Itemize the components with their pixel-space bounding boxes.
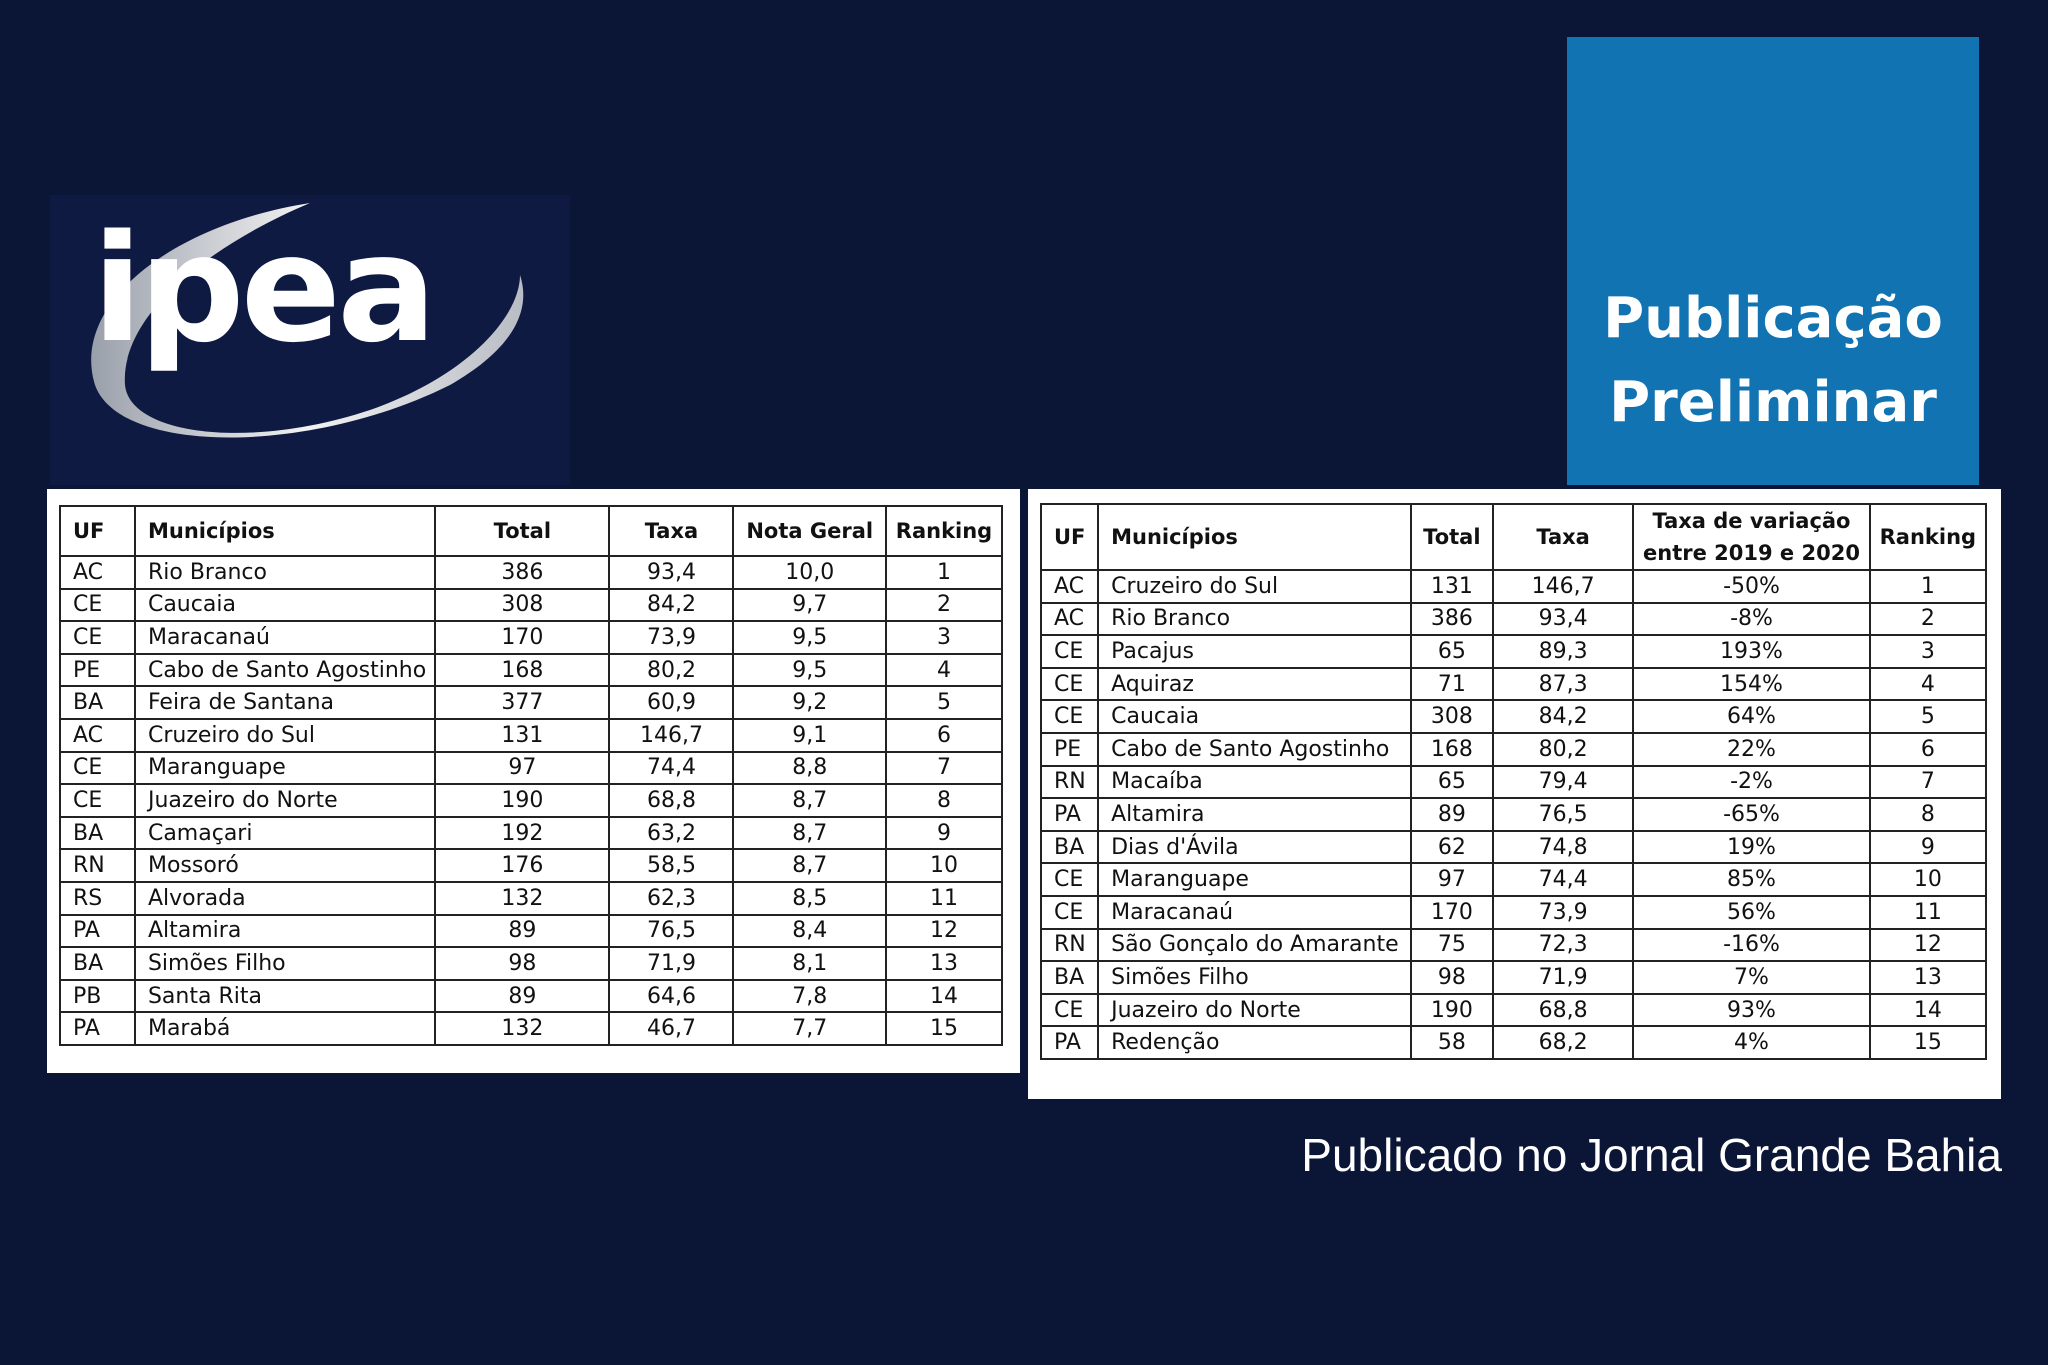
- cell-ranking: 14: [886, 980, 1002, 1013]
- cell-taxa: 84,2: [1493, 700, 1633, 733]
- table-row: [1041, 1026, 1986, 1059]
- cell-value: 193%: [1633, 635, 1870, 668]
- col-header-municipios: Municípios: [1098, 504, 1411, 570]
- cell-taxa: 71,9: [1493, 961, 1633, 994]
- cell-taxa: 74,4: [1493, 863, 1633, 896]
- table-row: [60, 882, 1002, 915]
- cell-taxa: 89,3: [1493, 635, 1633, 668]
- cell-municipio: Camaçari: [135, 817, 435, 850]
- cell-value: -2%: [1633, 766, 1870, 799]
- cell-total: 377: [435, 686, 609, 719]
- cell-taxa: 58,5: [609, 849, 733, 882]
- ranking-table-right: [1040, 503, 1987, 1060]
- cell-total: 131: [1411, 570, 1493, 603]
- cell-municipio: São Gonçalo do Amarante: [1098, 929, 1411, 962]
- cell-municipio: Marabá: [135, 1012, 435, 1045]
- cell-uf: BA: [1041, 961, 1098, 994]
- ranking-table-card-right: [1028, 489, 2001, 1099]
- cell-municipio: Feira de Santana: [135, 686, 435, 719]
- cell-taxa: 79,4: [1493, 766, 1633, 799]
- ipea-logo: [50, 195, 570, 485]
- cell-ranking: 8: [1870, 798, 1986, 831]
- cell-taxa: 93,4: [1493, 603, 1633, 636]
- cell-municipio: Cabo de Santo Agostinho: [1098, 733, 1411, 766]
- cell-total: 168: [435, 654, 609, 687]
- cell-total: 65: [1411, 635, 1493, 668]
- cell-ranking: 7: [886, 752, 1002, 785]
- table-row: [60, 556, 1002, 589]
- cell-municipio: Simões Filho: [1098, 961, 1411, 994]
- cell-value: 64%: [1633, 700, 1870, 733]
- cell-value: 9,7: [733, 589, 886, 622]
- cell-value: 9,5: [733, 621, 886, 654]
- cell-municipio: Santa Rita: [135, 980, 435, 1013]
- cell-total: 97: [1411, 863, 1493, 896]
- cell-total: 98: [435, 947, 609, 980]
- cell-total: 98: [1411, 961, 1493, 994]
- cell-uf: CE: [60, 621, 135, 654]
- cell-taxa: 146,7: [1493, 570, 1633, 603]
- cell-uf: CE: [1041, 896, 1098, 929]
- cell-municipio: Rio Branco: [135, 556, 435, 589]
- cell-municipio: Altamira: [1098, 798, 1411, 831]
- cell-ranking: 5: [1870, 700, 1986, 733]
- cell-uf: CE: [60, 784, 135, 817]
- cell-uf: BA: [60, 686, 135, 719]
- cell-total: 132: [435, 1012, 609, 1045]
- cell-ranking: 13: [1870, 961, 1986, 994]
- cell-total: 168: [1411, 733, 1493, 766]
- table-row: [60, 589, 1002, 622]
- table-row: [60, 817, 1002, 850]
- cell-municipio: Cruzeiro do Sul: [135, 719, 435, 752]
- cell-taxa: 72,3: [1493, 929, 1633, 962]
- table-row: [1041, 929, 1986, 962]
- table-header-row: [60, 506, 1002, 556]
- table-row: [1041, 733, 1986, 766]
- cell-value: 9,1: [733, 719, 886, 752]
- cell-uf: RN: [1041, 766, 1098, 799]
- cell-taxa: 74,4: [609, 752, 733, 785]
- table-row: [60, 915, 1002, 948]
- cell-uf: PA: [60, 915, 135, 948]
- col-header-total: Total: [435, 506, 609, 556]
- cell-taxa: 93,4: [609, 556, 733, 589]
- cell-uf: AC: [1041, 603, 1098, 636]
- cell-ranking: 5: [886, 686, 1002, 719]
- table-row: [60, 719, 1002, 752]
- cell-taxa: 80,2: [609, 654, 733, 687]
- cell-value: 9,2: [733, 686, 886, 719]
- cell-total: 170: [1411, 896, 1493, 929]
- cell-taxa: 74,8: [1493, 831, 1633, 864]
- table-row: [1041, 603, 1986, 636]
- cell-municipio: Juazeiro do Norte: [1098, 994, 1411, 1027]
- cell-total: 170: [435, 621, 609, 654]
- cell-taxa: 46,7: [609, 1012, 733, 1045]
- cell-uf: RS: [60, 882, 135, 915]
- table-row: [1041, 896, 1986, 929]
- cell-taxa: 71,9: [609, 947, 733, 980]
- cell-value: 7,7: [733, 1012, 886, 1045]
- cell-value: 56%: [1633, 896, 1870, 929]
- table-row: [1041, 798, 1986, 831]
- cell-taxa: 64,6: [609, 980, 733, 1013]
- cell-value: 9,5: [733, 654, 886, 687]
- cell-uf: AC: [60, 556, 135, 589]
- cell-ranking: 1: [886, 556, 1002, 589]
- cell-uf: PA: [1041, 798, 1098, 831]
- cell-municipio: Maranguape: [1098, 863, 1411, 896]
- col-header-taxa: Taxa: [609, 506, 733, 556]
- cell-taxa: 76,5: [609, 915, 733, 948]
- table-row: [60, 1012, 1002, 1045]
- cell-value: -16%: [1633, 929, 1870, 962]
- table-row: [60, 686, 1002, 719]
- col-header-municipios: Municípios: [135, 506, 435, 556]
- cell-total: 386: [1411, 603, 1493, 636]
- cell-ranking: 8: [886, 784, 1002, 817]
- cell-total: 89: [435, 915, 609, 948]
- cell-total: 97: [435, 752, 609, 785]
- ranking-table-left: [59, 505, 1003, 1046]
- cell-municipio: Macaíba: [1098, 766, 1411, 799]
- col-header-ranking: Ranking: [1870, 504, 1986, 570]
- cell-uf: CE: [1041, 700, 1098, 733]
- cell-total: 192: [435, 817, 609, 850]
- table-row: [60, 849, 1002, 882]
- cell-ranking: 2: [1870, 603, 1986, 636]
- badge-line-2: Preliminar: [1609, 370, 1937, 435]
- table-row: [1041, 700, 1986, 733]
- cell-uf: CE: [60, 752, 135, 785]
- col-header-taxa: Taxa: [1493, 504, 1633, 570]
- cell-ranking: 4: [1870, 668, 1986, 701]
- cell-municipio: Cabo de Santo Agostinho: [135, 654, 435, 687]
- cell-value: 22%: [1633, 733, 1870, 766]
- cell-value: 8,8: [733, 752, 886, 785]
- table-header-row: [1041, 504, 1986, 570]
- cell-uf: RN: [1041, 929, 1098, 962]
- cell-uf: PA: [60, 1012, 135, 1045]
- cell-taxa: 62,3: [609, 882, 733, 915]
- cell-taxa: 76,5: [1493, 798, 1633, 831]
- cell-uf: CE: [1041, 668, 1098, 701]
- cell-ranking: 3: [886, 621, 1002, 654]
- cell-value: 8,4: [733, 915, 886, 948]
- cell-uf: CE: [1041, 863, 1098, 896]
- cell-ranking: 11: [1870, 896, 1986, 929]
- cell-total: 89: [435, 980, 609, 1013]
- cell-taxa: 73,9: [609, 621, 733, 654]
- cell-uf: PE: [1041, 733, 1098, 766]
- cell-municipio: Redenção: [1098, 1026, 1411, 1059]
- cell-taxa: 73,9: [1493, 896, 1633, 929]
- cell-ranking: 14: [1870, 994, 1986, 1027]
- cell-uf: BA: [1041, 831, 1098, 864]
- table-row: [1041, 831, 1986, 864]
- cell-ranking: 10: [886, 849, 1002, 882]
- table-row: [1041, 863, 1986, 896]
- footer-credit: Publicado no Jornal Grande Bahia: [1301, 1129, 2002, 1181]
- cell-ranking: 9: [1870, 831, 1986, 864]
- cell-municipio: Cruzeiro do Sul: [1098, 570, 1411, 603]
- cell-uf: AC: [1041, 570, 1098, 603]
- cell-value: 85%: [1633, 863, 1870, 896]
- table-row: [1041, 994, 1986, 1027]
- col-header-uf: UF: [60, 506, 135, 556]
- cell-uf: CE: [60, 589, 135, 622]
- cell-uf: PA: [1041, 1026, 1098, 1059]
- cell-total: 308: [1411, 700, 1493, 733]
- cell-value: 8,7: [733, 784, 886, 817]
- cell-municipio: Maracanaú: [1098, 896, 1411, 929]
- cell-municipio: Dias d'Ávila: [1098, 831, 1411, 864]
- cell-municipio: Juazeiro do Norte: [135, 784, 435, 817]
- cell-taxa: 68,8: [609, 784, 733, 817]
- table-row: [60, 654, 1002, 687]
- cell-ranking: 2: [886, 589, 1002, 622]
- table-row: [60, 980, 1002, 1013]
- cell-total: 131: [435, 719, 609, 752]
- cell-municipio: Alvorada: [135, 882, 435, 915]
- table-row: [1041, 766, 1986, 799]
- cell-total: 71: [1411, 668, 1493, 701]
- cell-value: 8,7: [733, 817, 886, 850]
- table-row: [1041, 961, 1986, 994]
- col-header-nota-geral: Nota Geral: [733, 506, 886, 556]
- cell-value: -8%: [1633, 603, 1870, 636]
- cell-uf: PE: [60, 654, 135, 687]
- cell-value: -65%: [1633, 798, 1870, 831]
- cell-ranking: 11: [886, 882, 1002, 915]
- cell-value: 7%: [1633, 961, 1870, 994]
- col-header-total: Total: [1411, 504, 1493, 570]
- col-header-uf: UF: [1041, 504, 1098, 570]
- cell-value: 8,7: [733, 849, 886, 882]
- cell-taxa: 146,7: [609, 719, 733, 752]
- cell-ranking: 6: [1870, 733, 1986, 766]
- cell-value: 93%: [1633, 994, 1870, 1027]
- cell-taxa: 87,3: [1493, 668, 1633, 701]
- cell-uf: CE: [1041, 635, 1098, 668]
- cell-ranking: 9: [886, 817, 1002, 850]
- cell-total: 190: [435, 784, 609, 817]
- cell-uf: BA: [60, 947, 135, 980]
- cell-total: 65: [1411, 766, 1493, 799]
- cell-ranking: 15: [886, 1012, 1002, 1045]
- publication-badge: [1567, 37, 1979, 485]
- table-row: [1041, 570, 1986, 603]
- ranking-table-card-left: [47, 489, 1020, 1073]
- cell-value: -50%: [1633, 570, 1870, 603]
- cell-municipio: Maracanaú: [135, 621, 435, 654]
- cell-total: 58: [1411, 1026, 1493, 1059]
- cell-ranking: 12: [1870, 929, 1986, 962]
- cell-uf: AC: [60, 719, 135, 752]
- cell-taxa: 68,2: [1493, 1026, 1633, 1059]
- cell-municipio: Maranguape: [135, 752, 435, 785]
- cell-total: 75: [1411, 929, 1493, 962]
- cell-uf: CE: [1041, 994, 1098, 1027]
- cell-ranking: 6: [886, 719, 1002, 752]
- cell-value: 154%: [1633, 668, 1870, 701]
- table-row: [1041, 668, 1986, 701]
- cell-total: 386: [435, 556, 609, 589]
- cell-value: 19%: [1633, 831, 1870, 864]
- table-row: [60, 947, 1002, 980]
- table-row: [60, 752, 1002, 785]
- cell-ranking: 7: [1870, 766, 1986, 799]
- col-header-taxa-variacao: Taxa de variação entre 2019 e 2020: [1633, 504, 1870, 570]
- cell-ranking: 12: [886, 915, 1002, 948]
- cell-uf: BA: [60, 817, 135, 850]
- cell-municipio: Pacajus: [1098, 635, 1411, 668]
- cell-municipio: Rio Branco: [1098, 603, 1411, 636]
- cell-total: 176: [435, 849, 609, 882]
- cell-municipio: Caucaia: [135, 589, 435, 622]
- table-row: [60, 621, 1002, 654]
- cell-value: 4%: [1633, 1026, 1870, 1059]
- cell-uf: PB: [60, 980, 135, 1013]
- logo-text: ipea: [92, 203, 433, 375]
- cell-municipio: Aquiraz: [1098, 668, 1411, 701]
- cell-taxa: 63,2: [609, 817, 733, 850]
- cell-ranking: 15: [1870, 1026, 1986, 1059]
- badge-line-1: Publicação: [1603, 286, 1943, 351]
- cell-taxa: 60,9: [609, 686, 733, 719]
- cell-total: 62: [1411, 831, 1493, 864]
- cell-total: 132: [435, 882, 609, 915]
- cell-uf: RN: [60, 849, 135, 882]
- cell-taxa: 68,8: [1493, 994, 1633, 1027]
- table-row: [1041, 635, 1986, 668]
- table-row: [60, 784, 1002, 817]
- cell-ranking: 1: [1870, 570, 1986, 603]
- cell-value: 7,8: [733, 980, 886, 1013]
- cell-municipio: Caucaia: [1098, 700, 1411, 733]
- cell-ranking: 3: [1870, 635, 1986, 668]
- cell-value: 10,0: [733, 556, 886, 589]
- cell-ranking: 13: [886, 947, 1002, 980]
- cell-ranking: 4: [886, 654, 1002, 687]
- cell-municipio: Mossoró: [135, 849, 435, 882]
- cell-municipio: Simões Filho: [135, 947, 435, 980]
- cell-total: 308: [435, 589, 609, 622]
- cell-taxa: 80,2: [1493, 733, 1633, 766]
- cell-taxa: 84,2: [609, 589, 733, 622]
- cell-ranking: 10: [1870, 863, 1986, 896]
- cell-municipio: Altamira: [135, 915, 435, 948]
- cell-value: 8,1: [733, 947, 886, 980]
- col-header-ranking: Ranking: [886, 506, 1002, 556]
- cell-total: 190: [1411, 994, 1493, 1027]
- cell-value: 8,5: [733, 882, 886, 915]
- cell-total: 89: [1411, 798, 1493, 831]
